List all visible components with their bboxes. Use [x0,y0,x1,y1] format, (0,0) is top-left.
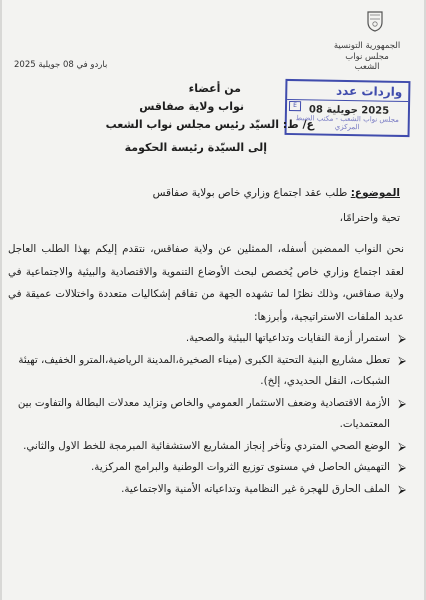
list-item: ⮚ تعطل مشاريع البنية التحتية الكبرى (ميناء الصخيرة،المدينة الرياضية،المترو الخفيف، تهيئة الشبكات، النقل الحديدي، إلخ). [8,350,406,393]
stamp-box: E [289,101,301,111]
issues-list [8,328,406,500]
stamp-divider [287,99,408,102]
assembly-name: مجلس نواب الشعب [345,52,389,72]
list-item: ⮚ استمرار أزمة النفايات وتداعياتها البيئية والصحية. [8,328,406,350]
stamp-date: 2025 جويلية 08 [308,104,390,117]
to-line: إلى السيّدة رئيسة الحكومة [124,141,267,154]
arrow-bullet-icon: ⮚ [398,396,406,410]
list-item: ⮚ الأزمة الاقتصادية وضعف الاستثمار العمومي والخاص وتزايد معدلات البطالة والتفاوت بين المعتمديات. [8,393,406,436]
arrow-bullet-icon: ⮚ [398,439,406,453]
list-item: ⮚ الوضع الصحي المتردي وتأخر إنجاز المشاريع الاستشفائية المبرمجة للخط الاول والثاني. [8,436,406,458]
from-line: من أعضاء [188,82,241,95]
subject-line [153,187,400,199]
subject-text: طلب عقد اجتماع وزاري خاص بولاية صفاقس [152,187,348,199]
document-page [2,0,424,600]
members-line: نواب ولاية صفاقس [139,100,244,113]
arrow-bullet-icon: ⮚ [398,482,406,496]
document-date: باردو في 08 جويلية 2025 [14,60,108,70]
via-line: ع/ ط: السيّد رئيس مجلس نواب الشعب [105,118,314,131]
tunisia-crest-icon [366,10,384,32]
subject-label: الموضوع: [350,187,400,199]
stamp-bottom: مجلس نواب الشعب - مكتب الضبط المركزي [295,114,400,132]
arrow-bullet-icon: ⮚ [398,332,406,345]
stamp-title: واردات عدد [335,83,403,99]
arrow-bullet-icon: ⮚ [398,353,406,367]
list-item: ⮚ التهميش الحاصل في مستوى توزيع الثروات الوطنية والبرامج المركزية. [8,457,406,479]
body-paragraph: نحن النواب الممضين أسفله، الممثلين عن ولاية صفاقس، نتقدم إليكم بهذا الطلب العاجل لعقد اجتماع وزاري خاص يُخصص لبحث الأوضاع التنموية والاقتصادية والبيئية والاجتماعية في ولاية صفاقس، وذلك نظرًا لما تشهده الجهة من تفاقم إشكاليات متعددة واختلالات عميقة في عديد الملفات الاستراتيجية، وأبرزها: [8,243,404,323]
list-item: ⮚ الملف الحارق للهجرة غير النظامية وتداعياته الأمنية والاجتماعية. [8,479,406,501]
arrow-bullet-icon: ⮚ [398,461,406,474]
republic-name: الجمهورية التونسية [333,41,401,51]
greeting: تحية واحترامًا، [339,212,400,224]
